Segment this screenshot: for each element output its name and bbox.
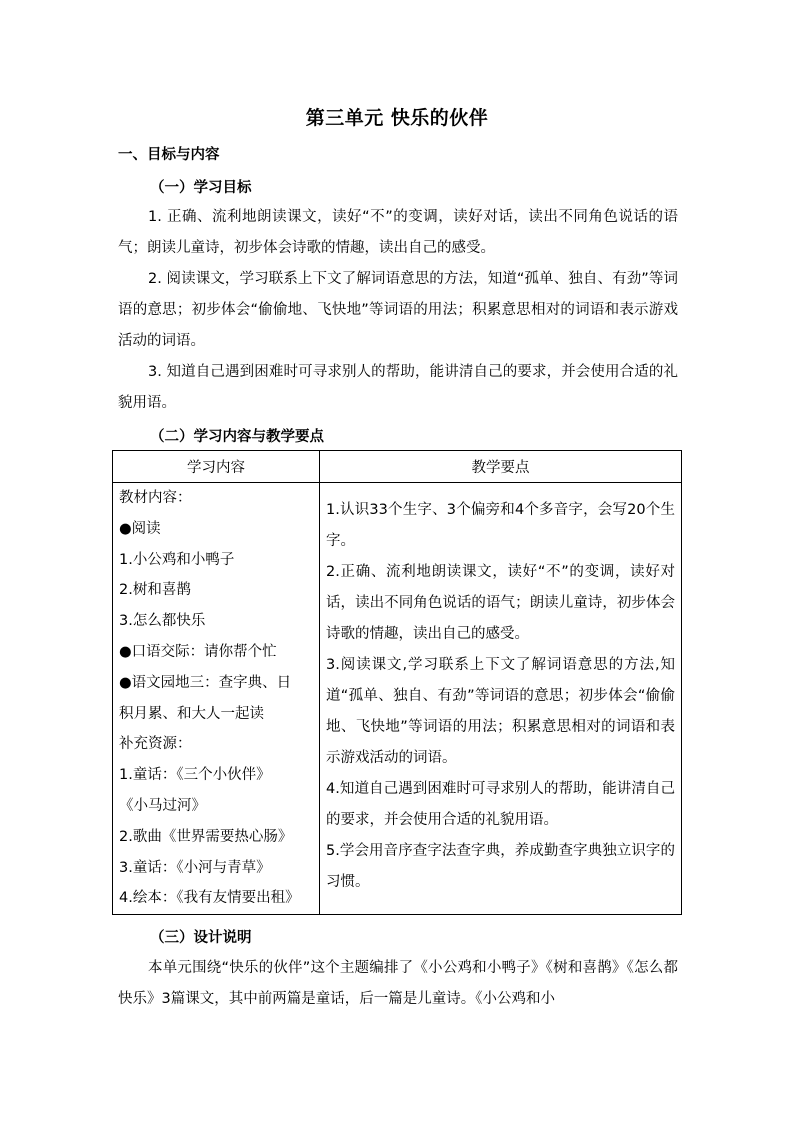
learning-content-cell: [113, 483, 320, 915]
list-item: 1.童话：《三个小伙伴》: [119, 767, 271, 784]
list-item: ●阅读: [119, 520, 161, 537]
teaching-point: 1.认识33个生字、3个偏旁和4个多音字，会写20个生字。: [326, 502, 675, 549]
goal-paragraph-1: 1. 正确、流利地朗读课文，读好“不”的变调，读好对话，读出不同角色说话的语气；朗读儿童诗，初步体会诗歌的情趣，读出自己的感受。: [118, 209, 678, 256]
table-header-row: [113, 451, 682, 483]
header-teaching-points: 教学要点: [320, 451, 682, 483]
teaching-point: 3.阅读课文,学习联系上下文了解词语意思的方法,知道“孤单、独自、有劲”等词语的意思；初步体会“偷偷地、飞快地”等词语的用法；积累意思相对的词语和表示游戏活动的词语。: [326, 657, 675, 766]
teaching-point: 2.正确、流利地朗读课文，读好“不”的变调，读好对话，读出不同角色说话的语气；朗读儿童诗，初步体会诗歌的情趣，读出自己的感受。: [326, 564, 675, 642]
list-item: 3.怎么都快乐: [119, 613, 206, 630]
design-paragraph: 本单元围绕“快乐的伙伴”这个主题编排了《小公鸡和小鸭子》《树和喜鹊》《怎么都快乐》3篇课文，其中前两篇是童话，后一篇是儿童诗。《小公鸡和小: [118, 960, 678, 1007]
table-row: [113, 483, 682, 915]
list-item: 积月累、和大人一起读: [119, 705, 264, 722]
header-learning-content: 学习内容: [113, 451, 320, 483]
page-title: 第三单元 快乐的伙伴: [305, 107, 489, 129]
teaching-points-cell: [320, 483, 682, 915]
subheading-learning-goals: （一）学习目标: [150, 180, 252, 196]
subheading-content-and-points: （二）学习内容与教学要点: [150, 429, 324, 445]
teaching-point: 4.知道自己遇到困难时可寻求别人的帮助，能讲清自己的要求，并会使用合适的礼貌用语。: [326, 781, 675, 828]
list-item: 补充资源：: [119, 736, 192, 753]
list-item: 1.小公鸡和小鸭子: [119, 551, 235, 568]
list-item: ●语文园地三：查字典、日: [119, 674, 292, 691]
goal-paragraph-3: 3. 知道自己遇到困难时可寻求别人的帮助，能讲清自己的要求，并会使用合适的礼貌用语。: [118, 364, 678, 411]
list-item: 《小马过河》: [119, 797, 206, 814]
list-item: 2.歌曲《世界需要热心肠》: [119, 828, 293, 845]
subheading-design-notes: （三）设计说明: [150, 930, 252, 946]
list-item: 教材内容：: [119, 490, 192, 506]
list-item: 3.童话：《小河与青草》: [119, 859, 271, 876]
list-item: ●口语交际：请你帮个忙: [119, 643, 277, 660]
goal-paragraph-2: 2. 阅读课文，学习联系上下文了解词语意思的方法，知道“孤单、独自、有劲”等词语的意思；初步体会“偷偷地、飞快地”等词语的用法；积累意思相对的词语和表示游戏活动的词语。: [118, 271, 678, 349]
teaching-point: 5.学会用音序查字法查字典，养成勤查字典独立识字的习惯。: [326, 843, 675, 890]
list-item: 2.树和喜鹊: [119, 582, 191, 599]
list-item: 4.绘本：《我有友情要出租》: [119, 890, 300, 907]
content-table: [112, 450, 682, 915]
section-heading-goals-content: 一、目标与内容: [118, 147, 220, 163]
